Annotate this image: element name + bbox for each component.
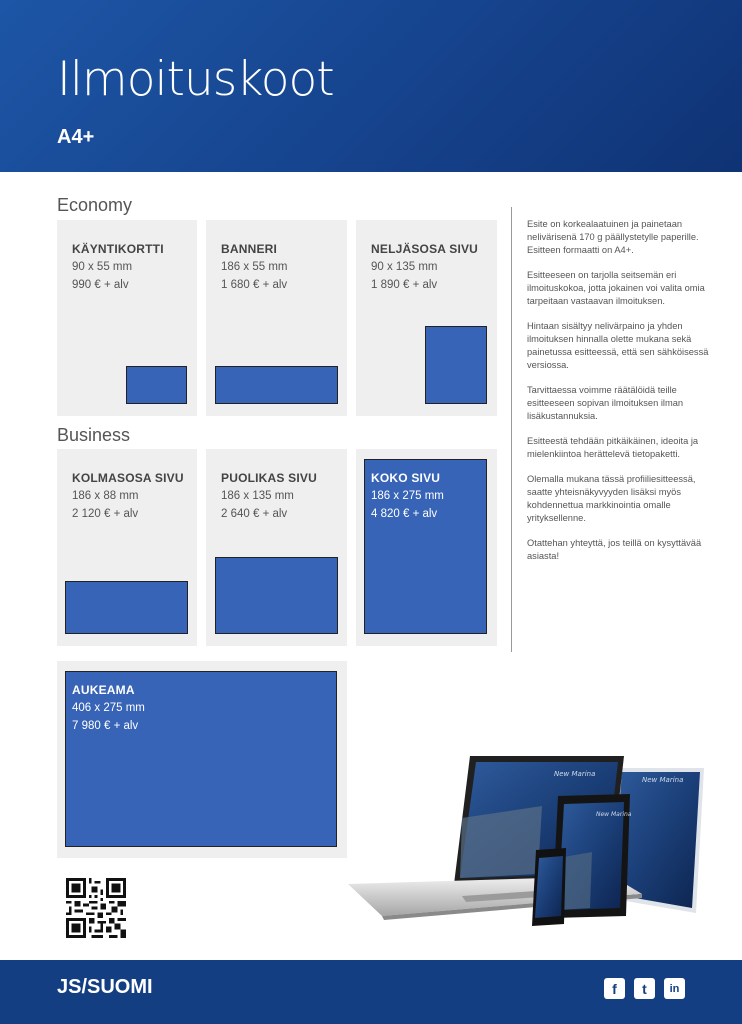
linkedin-icon[interactable]: in <box>664 978 685 999</box>
info-paragraph: Tarvittaessa voimme räätälöidä teille esitteeseen sopivan ilmoituksen ilman lisäkustannuksia. <box>527 385 684 421</box>
header-banner <box>0 0 742 172</box>
ad-card-neljasosa-sivu <box>356 220 497 416</box>
section-economy: Economy <box>57 195 133 215</box>
ad-price: 990 € + alv <box>72 279 129 291</box>
ad-dimensions: 406 x 275 mm <box>72 702 145 714</box>
info-paragraph: Olemalla mukana tässä profiiliesitteessä, saatte yhteisnäkyvyyden lisäksi myös kohdennettua markkinointia omalle yrityksellenne. <box>527 474 696 523</box>
footer-bar <box>0 960 742 1024</box>
laptop-brand-text: New Marina <box>554 770 596 778</box>
page-subtitle: A4+ <box>57 126 95 148</box>
info-paragraph: Esite on korkealaatuinen ja painetaan nelivärisenä 170 g päällystetylle paperille. Esitteen formaatti on A4+. <box>527 219 699 255</box>
section-business: Business <box>57 425 131 445</box>
ad-name: BANNERI <box>221 242 278 256</box>
ad-size-preview <box>215 366 338 404</box>
brochure-brand-text: New Marina <box>642 776 684 784</box>
devices-illustration <box>342 748 714 933</box>
info-paragraph: Esitteeseen on tarjolla seitsemän eri ilmoituskokoa, jotta jokainen voi valita omia tarpeitaan vastaavan ilmoituksen. <box>527 270 705 306</box>
ad-name: KOLMASOSA SIVU <box>72 471 184 485</box>
ad-dimensions: 186 x 55 mm <box>221 261 288 273</box>
info-sidebar <box>511 207 711 652</box>
ad-size-preview <box>215 557 338 634</box>
ad-size-preview <box>65 671 337 847</box>
ad-size-preview <box>126 366 187 404</box>
ad-dimensions: 186 x 135 mm <box>221 490 294 502</box>
brand-logo: JS/SUOMI <box>57 976 153 998</box>
ad-size-preview <box>364 459 487 634</box>
ad-size-preview <box>425 326 487 404</box>
ad-price: 1 890 € + alv <box>371 279 438 291</box>
ad-price: 4 820 € + alv <box>371 508 438 520</box>
info-paragraph: Otattehan yhteyttä, jos teillä on kysyttävää asiasta! <box>527 538 702 561</box>
ad-name: KOKO SIVU <box>371 471 441 485</box>
info-paragraph: Hintaan sisältyy nelivärpaino ja yhden ilmoituksen hinnalla olette mukana sekä painetussa esitteessä, että sen sähköisessä versiossa. <box>527 321 709 370</box>
ad-size-preview <box>65 581 188 634</box>
ad-price: 1 680 € + alv <box>221 279 288 291</box>
tablet-brand-text: New Marina <box>596 811 632 818</box>
ad-dimensions: 186 x 275 mm <box>371 490 444 502</box>
twitter-icon[interactable]: t <box>634 978 655 999</box>
ad-name: PUOLIKAS SIVU <box>221 471 317 485</box>
info-paragraph: Esitteestä tehdään pitkäikäinen, ideoita ja mielenkiintoa herättelevä tietopaketti. <box>527 436 699 459</box>
ad-price: 7 980 € + alv <box>72 720 139 732</box>
ad-card-kolmasosa-sivu <box>57 449 197 646</box>
ad-dimensions: 90 x 135 mm <box>371 261 438 273</box>
ad-card-kayntikortti <box>57 220 197 416</box>
page-title: Ilmoituskoot <box>57 52 334 107</box>
qr-code-icon <box>66 878 126 938</box>
ad-name: NELJÄSOSA SIVU <box>371 242 479 256</box>
ad-dimensions: 90 x 55 mm <box>72 261 133 273</box>
facebook-icon[interactable]: f <box>604 978 625 999</box>
ad-name: KÄYNTIKORTTI <box>72 242 164 256</box>
ad-dimensions: 186 x 88 mm <box>72 490 139 502</box>
ad-card-banneri <box>206 220 347 416</box>
ad-price: 2 640 € + alv <box>221 508 288 520</box>
ad-name: AUKEAMA <box>72 683 135 697</box>
ad-price: 2 120 € + alv <box>72 508 139 520</box>
ad-card-koko-sivu <box>356 449 497 646</box>
phone-image <box>532 848 566 926</box>
ad-card-aukeama <box>57 661 347 858</box>
ad-card-puolikas-sivu <box>206 449 347 646</box>
